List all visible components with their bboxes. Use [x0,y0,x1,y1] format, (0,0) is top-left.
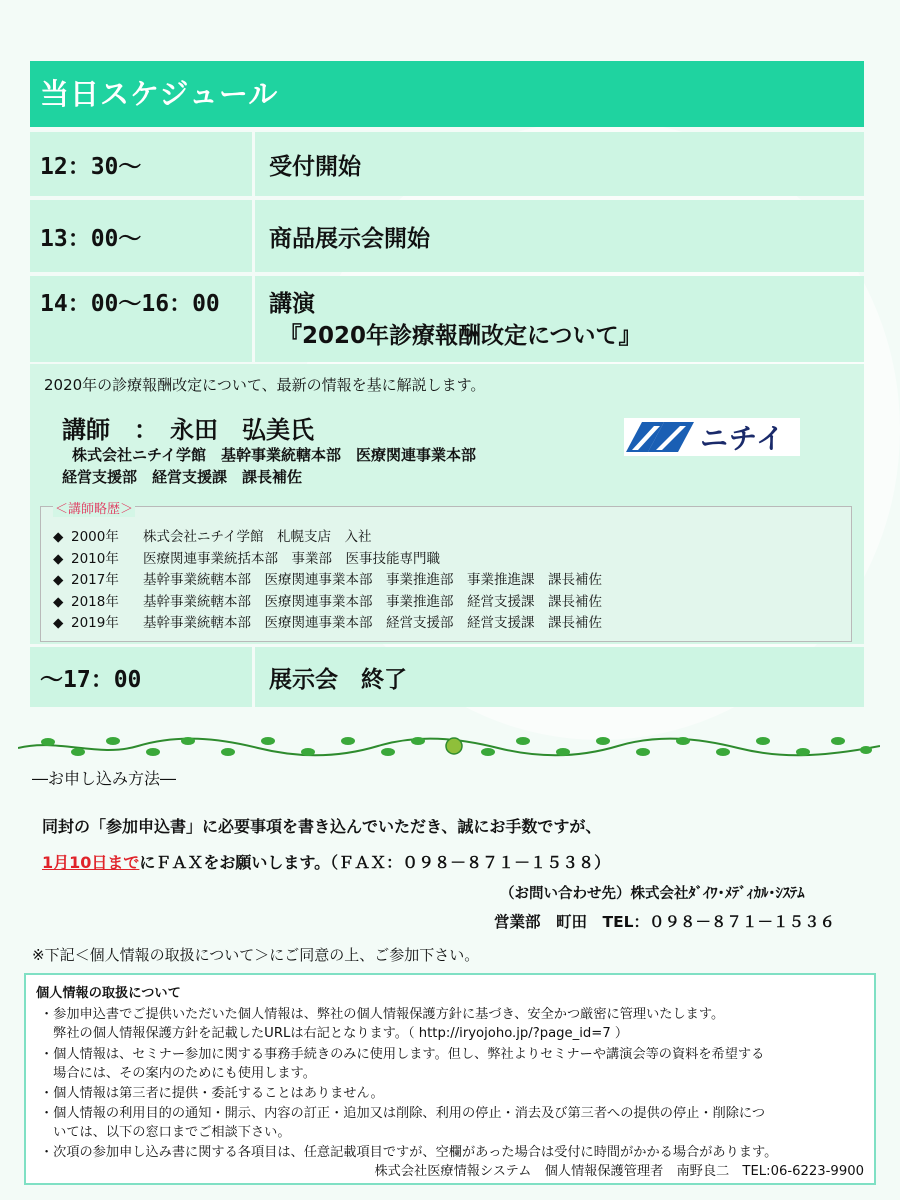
privacy-line: ・個人情報は、セミナー参加に関する事務手続きのみに使用します。但し、弊社よりセミナーや講演会等の資料を希望する [40,1047,765,1062]
privacy-title: 個人情報の取扱について [36,986,181,1001]
logo-text: ニチイ [700,422,786,455]
diamond-bullet-icon: ◆ [53,529,64,545]
schedule-time: 14：00～16：00 [30,276,252,362]
privacy-line: いては、以下の窓口までご相談下さい。 [40,1125,291,1140]
career-label: ＜講師略歴＞ [53,498,135,517]
career-item: ◆ 2017年 基幹事業統轄本部 医療関連事業本部 事業推進部 事業推進課 課長補佐 [53,570,602,592]
privacy-line: ・個人情報の利用目的の通知・開示、内容の訂正・追加又は削除、利用の停止・消去及び第三者への提供の停止・削除につ [40,1106,766,1121]
vine-divider-icon [18,732,880,760]
schedule-row [30,132,864,196]
career-item: ◆ 2018年 基幹事業統轄本部 医療関連事業本部 事業推進部 経営支援課 課長補佐 [53,592,602,614]
schedule-event [255,276,864,362]
privacy-line: ・参加申込書でご提供いただいた個人情報は、弊社の個人情報保護方針に基づき、安全かつ厳密に管理いたします。 [40,1007,725,1022]
schedule-time: ～17：00 [30,647,252,707]
privacy-note: ※下記＜個人情報の取扱について＞にご同意の上、ご参加下さい。 [32,946,480,964]
schedule-time: 12：30～ [30,132,252,196]
schedule-row [30,647,864,707]
apply-deadline: 1月10日まで [42,853,140,872]
apply-title: ―お申し込み方法― [32,769,177,788]
diamond-bullet-icon: ◆ [53,615,64,631]
privacy-line: 場合には、その案内のためにも使用します。 [40,1066,316,1081]
nichii-logo-mark-icon [624,418,696,456]
apply-instruction: 1月10日までにＦＡＸをお願いします。（ＦＡＸ：０９８－８７１－１５３８） [42,853,611,872]
career-item: ◆ 2000年 株式会社ニチイ学館 札幌支店 入社 [53,527,602,549]
schedule-row [30,200,864,272]
privacy-signature: 株式会社医療情報システム 個人情報保護管理者 南野良二 TEL:06-6223-9900 [374,1164,864,1179]
nichii-logo [624,418,800,456]
contact-phone: 営業部 町田 TEL：０９８－８７１－１５３６ [494,913,836,931]
lecture-description: 2020年の診療報酬改定について、最新の情報を基に解説します。 [44,376,486,394]
speaker-career-box [40,502,852,642]
schedule-event: 展示会 終了 [255,647,864,707]
career-item: ◆ 2019年 基幹事業統轄本部 医療関連事業本部 経営支援部 経営支援課 課長補佐 [53,613,602,635]
schedule-event: 商品展示会開始 [255,200,864,272]
career-list [53,527,602,635]
privacy-line: ・次項の参加申し込み書に関する各項目は、任意記載項目ですが、空欄があった場合は受付に時間がかかる場合があります。 [40,1145,778,1160]
diamond-bullet-icon: ◆ [53,593,64,610]
career-item: ◆ 2010年 医療関連事業統括本部 事業部 医事技能専門職 [53,549,602,571]
speaker-name: 講師 ： 永田 弘美氏 [62,416,314,444]
lecture-label: 講演 [269,291,315,317]
schedule-row [30,276,864,362]
speaker-affiliation: 株式会社ニチイ学館 基幹事業統轄本部 医療関連事業本部 [72,446,476,464]
privacy-line: ・個人情報は第三者に提供・委託することはありません。 [40,1086,384,1101]
speaker-affiliation: 経営支援部 経営支援課 課長補佐 [62,468,303,486]
schedule-header: 当日スケジュール [30,61,864,127]
schedule-time: 13：00～ [30,200,252,272]
diamond-bullet-icon: ◆ [53,550,64,567]
diamond-bullet-icon: ◆ [53,572,64,588]
contact-company: （お問い合わせ先）株式会社ﾀﾞｲﾜ･ﾒﾃﾞｨｶﾙ･ｼｽﾃﾑ [500,886,805,902]
lecture-title: 『2020年診療報酬改定について』 [279,323,642,349]
lecture-details [30,364,864,644]
schedule-event: 受付開始 [255,132,864,196]
privacy-policy-box [24,973,876,1185]
apply-instruction: 同封の「参加申込書」に必要事項を書き込んでいただき、誠にお手数ですが、 [42,817,602,836]
privacy-line: 弊社の個人情報保護方針を記載したURLは右記となります。（ http://iryojoho.jp/?page_id=7 ） [40,1026,629,1041]
